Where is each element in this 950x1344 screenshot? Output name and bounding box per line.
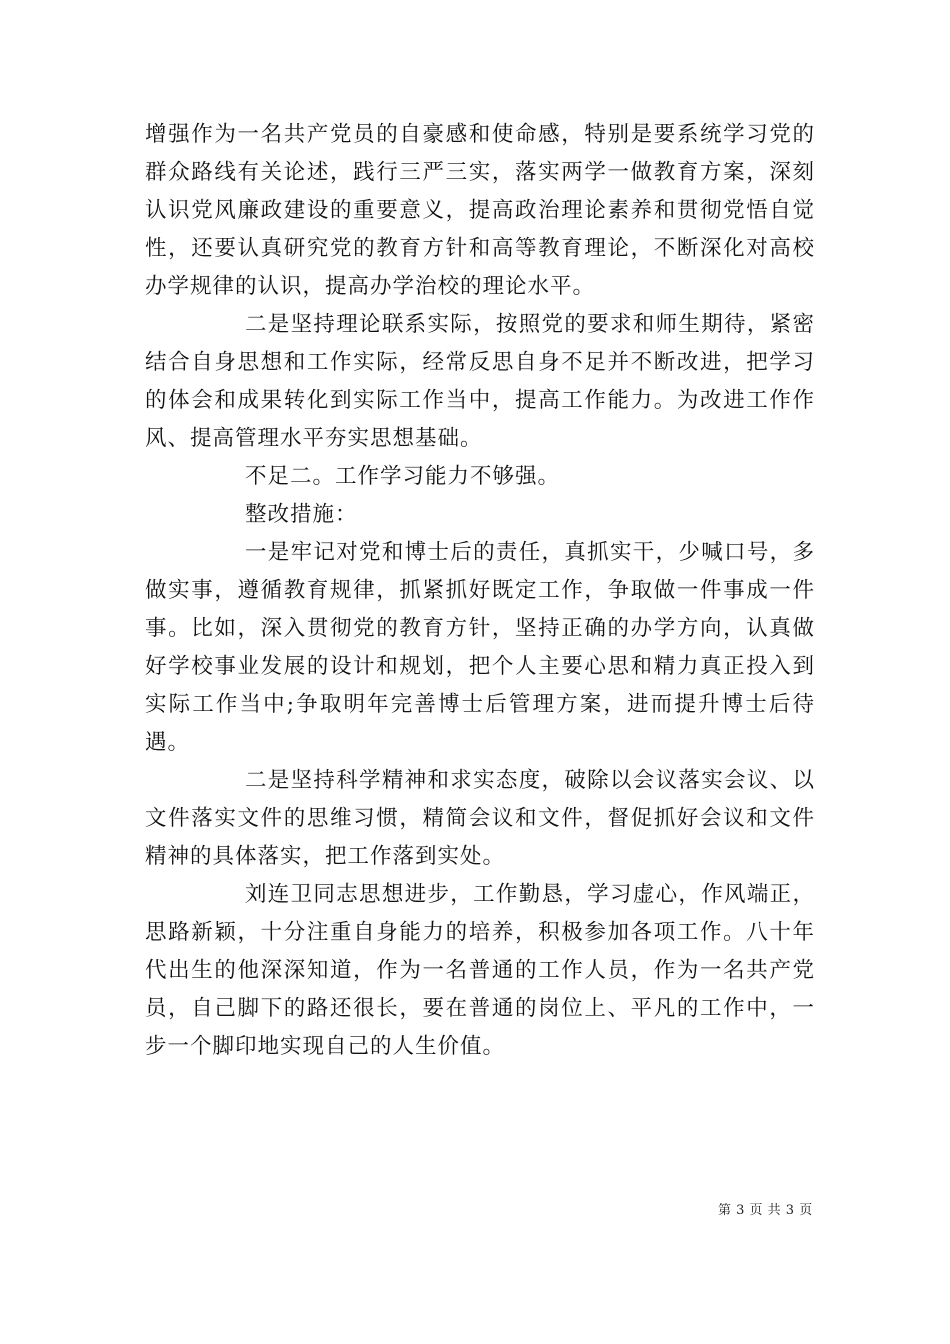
paragraph-measure-two: 二是坚持理论联系实际，按照党的要求和师生期待，紧密结合自身思想和工作实际，经常反思自身不足并不断改进，把学习的体会和成果转化到实际工作当中，提高工作能力。为改进工作作风、提高管理水平夯实思想基础。 <box>145 312 815 451</box>
paragraph-rectification-two: 二是坚持科学精神和求实态度，破除以会议落实会议、以文件落实文件的思维习惯，精简会议和文件，督促抓好会议和文件精神的具体落实，把工作落到实处。 <box>145 768 815 869</box>
paragraph-rectification-heading: 整改措施： <box>245 502 358 527</box>
paragraph-continuation: 增强作为一名共产党员的自豪感和使命感，特别是要系统学习党的群众路线有关论述，践行三严三实，落实两学一做教育方案，深刻认识党风廉政建设的重要意义，提高政治理论素养和贯彻党悟自觉性，还要认真研究党的教育方针和高等教育理论，不断深化对高校办学规律的认识，提高办学治校的理论水平。 <box>145 122 815 299</box>
page-number-footer: 第 3 页 共 3 页 <box>718 1203 813 1218</box>
paragraph-shortcoming-two: 不足二。工作学习能力不够强。 <box>245 464 561 489</box>
paragraph-evaluation: 刘连卫同志思想进步，工作勤恳，学习虚心，作风端正，思路新颖，十分注重自身能力的培养，积极参加各项工作。八十年代出生的他深深知道，作为一名普通的工作人员，作为一名共产党员，自己脚下的路还很长，要在普通的岗位上、平凡的工作中，一步一个脚印地实现自己的人生价值。 <box>145 882 815 1059</box>
paragraph-rectification-one: 一是牢记对党和博士后的责任，真抓实干，少喊口号，多做实事，遵循教育规律，抓紧抓好既定工作，争取做一件事成一件事。比如，深入贯彻党的教育方针，坚持正确的办学方向，认真做好学校事业发展的设计和规划，把个人主要心思和精力真正投入到实际工作当中;争取明年完善博士后管理方案，进而提升博士后待遇。 <box>145 540 815 755</box>
document-body <box>145 116 815 1066</box>
